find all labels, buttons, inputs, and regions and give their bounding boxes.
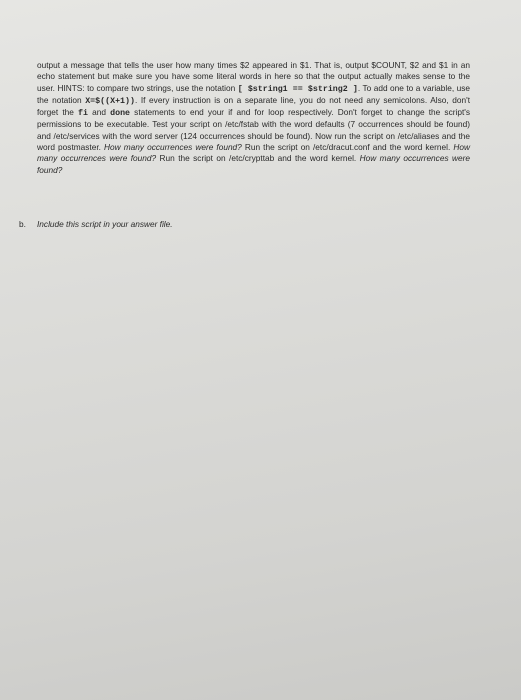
increment-code: X=$((X+1))	[85, 96, 135, 106]
list-item-b	[19, 219, 469, 230]
fi-keyword-code: fi	[78, 109, 88, 119]
question-dracut: How many occurrences were found?	[37, 142, 470, 164]
paragraph-text-2: . To add one to a variable, use the notation	[37, 82, 471, 105]
list-marker-b: b.	[19, 219, 26, 229]
paragraph-text-7: Run the script on /etc/crypttab and the word kernel.	[156, 153, 360, 164]
paragraph-text-6: Run the script on /etc/dracut.conf and the word kernel.	[241, 142, 454, 153]
paragraph-text-1: output a message that tells the user how many times $2 appeared in $1. That is, output $COUNT, $2 and $1 in an echo statement but make sure you have some literal words in here so that the output actually makes sense to the user. HINTS: to compare two strings, use the notation	[37, 60, 470, 93]
paragraph-text-5: statements to end your if and for loop respectively. Don't forget to change the script's permissions to be executable. Test your script on /etc/fstab with the word defaults (7 occurrences should be found) and /etc/services with the word server (124 occurrences should be found). Now run the script on /etc/aliases and the word postmaster.	[37, 107, 470, 153]
instruction-paragraph	[37, 60, 470, 176]
list-item-b-text: Include this script in your answer file.	[37, 219, 173, 229]
question-crypttab: How many occurrences were found?	[37, 153, 470, 175]
question-postmaster: How many occurrences were found?	[104, 142, 242, 153]
paragraph-text-3: . If every instruction is on a separate line, you do not need any semicolons. Also, don't forget the	[37, 94, 470, 118]
paragraph-text-4: and	[88, 107, 111, 118]
done-keyword-code: done	[110, 109, 131, 119]
string-compare-code: [ $string1 == $string2 ]	[237, 84, 358, 94]
